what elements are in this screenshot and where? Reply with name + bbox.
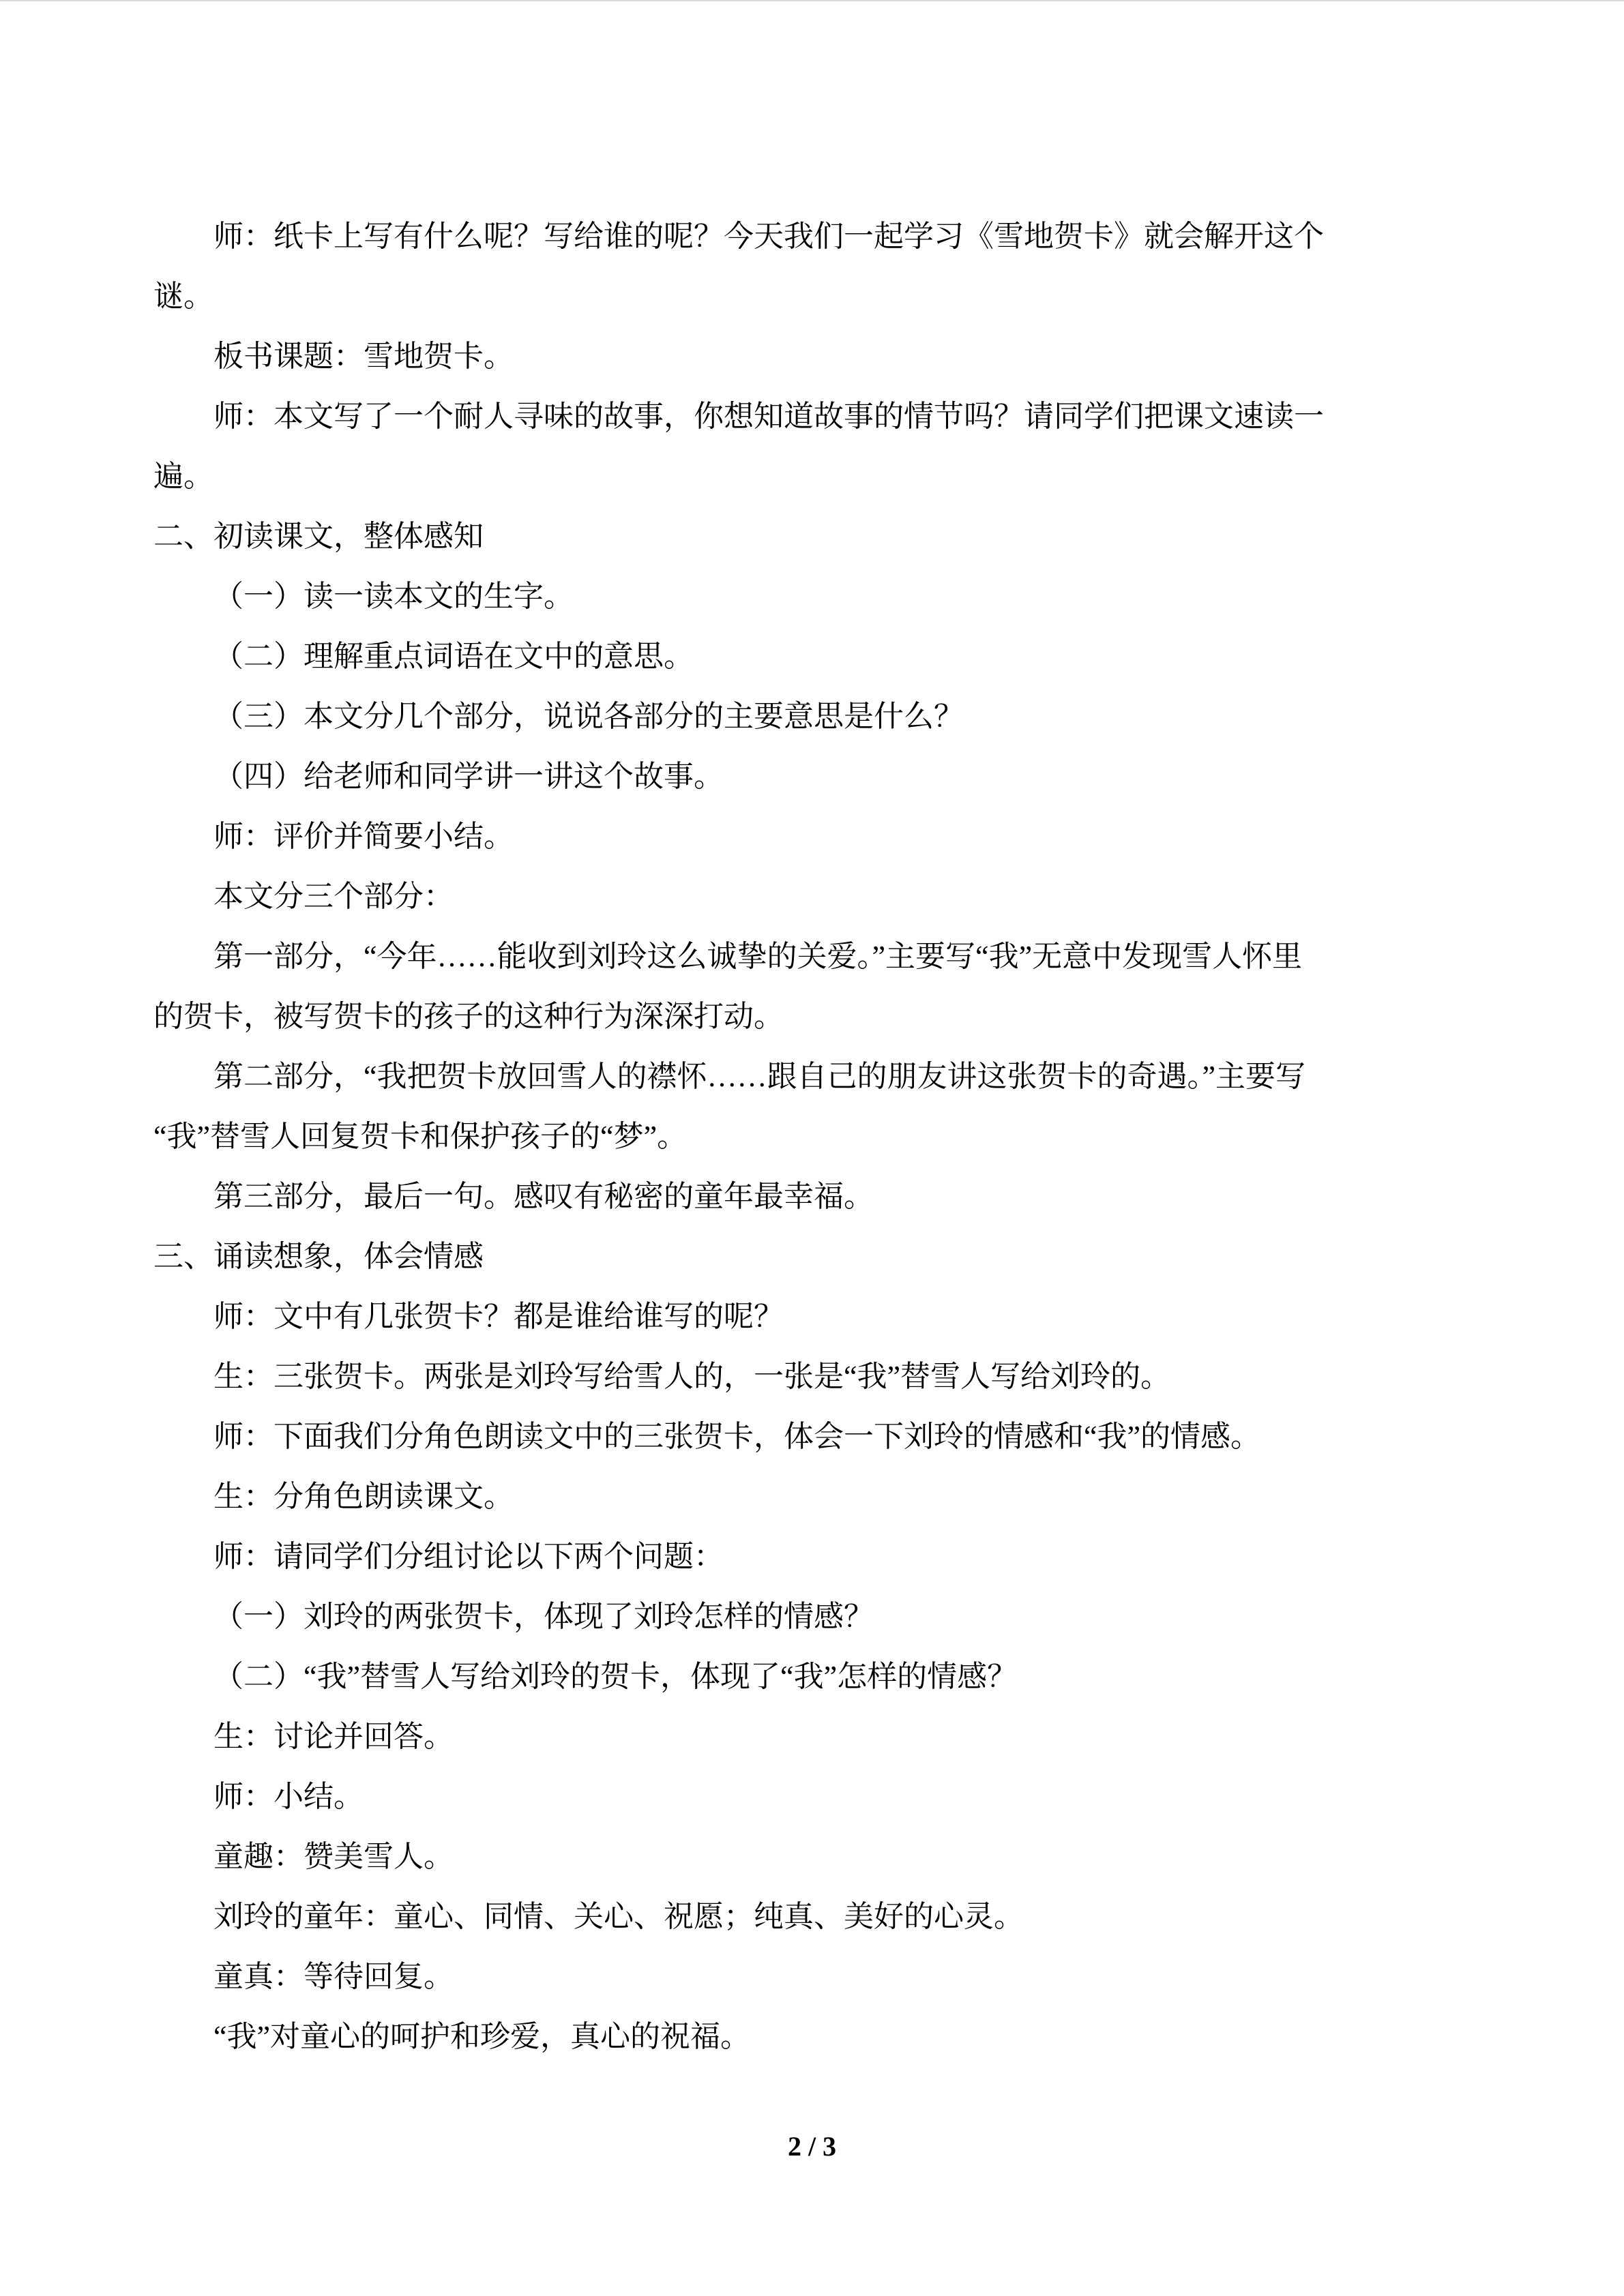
text-line: 遍。 — [153, 460, 213, 493]
text-line: 谜。 — [153, 280, 213, 313]
text-line: 板书课题：雪地贺卡。 — [213, 340, 514, 373]
text-line: 二、初读课文，整体感知 — [153, 520, 484, 553]
text-line: 的贺卡，被写贺卡的孩子的这种行为深深打动。 — [153, 1000, 784, 1033]
text-line: 生：三张贺卡。两张是刘玲写给雪人的，一张是“我”替雪人写给刘玲的。 — [213, 1360, 1171, 1393]
text-line: （二）“我”替雪人写给刘玲的贺卡，体现了“我”怎样的情感？ — [213, 1660, 1018, 1693]
text-line: （一）刘玲的两张贺卡，体现了刘玲怎样的情感？ — [213, 1600, 874, 1633]
text-line: “我”替雪人回复贺卡和保护孩子的“梦”。 — [153, 1120, 688, 1153]
text-line: 生：分角色朗读课文。 — [213, 1480, 514, 1513]
text-line: 师：请同学们分组讨论以下两个问题： — [213, 1540, 724, 1573]
text-line: 师：本文写了一个耐人寻味的故事，你想知道故事的情节吗？请同学们把课文速读一 — [213, 400, 1324, 433]
text-line: （四）给老师和同学讲一讲这个故事。 — [213, 760, 724, 793]
text-line: 师：纸卡上写有什么呢？写给谁的呢？今天我们一起学习《雪地贺卡》就会解开这个 — [213, 220, 1324, 253]
text-line: （二）理解重点词语在文中的意思。 — [213, 640, 694, 673]
text-line: 师：小结。 — [213, 1780, 364, 1813]
text-line: （三）本文分几个部分，说说各部分的主要意思是什么？ — [213, 700, 964, 733]
text-line: 师：文中有几张贺卡？都是谁给谁写的呢？ — [213, 1300, 784, 1333]
text-line: 师：下面我们分角色朗读文中的三张贺卡，体会一下刘玲的情感和“我”的情感。 — [213, 1420, 1261, 1453]
document-body — [153, 207, 1556, 2067]
text-line: 童真：等待回复。 — [213, 1960, 454, 1993]
text-line: 第三部分，最后一句。感叹有秘密的童年最幸福。 — [213, 1180, 874, 1213]
page-footer — [0, 2130, 1624, 2162]
text-line: 刘玲的童年：童心、同情、关心、祝愿；纯真、美好的心灵。 — [213, 1900, 1024, 1933]
text-line: 三、诵读想象，体会情感 — [153, 1240, 484, 1273]
text-line: 第一部分，“今年……能收到刘玲这么诚挚的关爱。”主要写“我”无意中发现雪人怀里 — [213, 940, 1303, 973]
text-line: （一）读一读本文的生字。 — [213, 580, 574, 613]
text-line: 本文分三个部分： — [213, 880, 454, 913]
text-line: “我”对童心的呵护和珍爱，真心的祝福。 — [213, 2020, 751, 2053]
text-line: 第二部分，“我把贺卡放回雪人的襟怀……跟自己的朋友讲这张贺卡的奇遇。”主要写 — [213, 1060, 1306, 1093]
text-line: 生：讨论并回答。 — [213, 1720, 454, 1753]
page-number: 2 / 3 — [787, 2131, 837, 2162]
text-line: 童趣：赞美雪人。 — [213, 1840, 454, 1873]
text-line: 师：评价并简要小结。 — [213, 820, 514, 853]
